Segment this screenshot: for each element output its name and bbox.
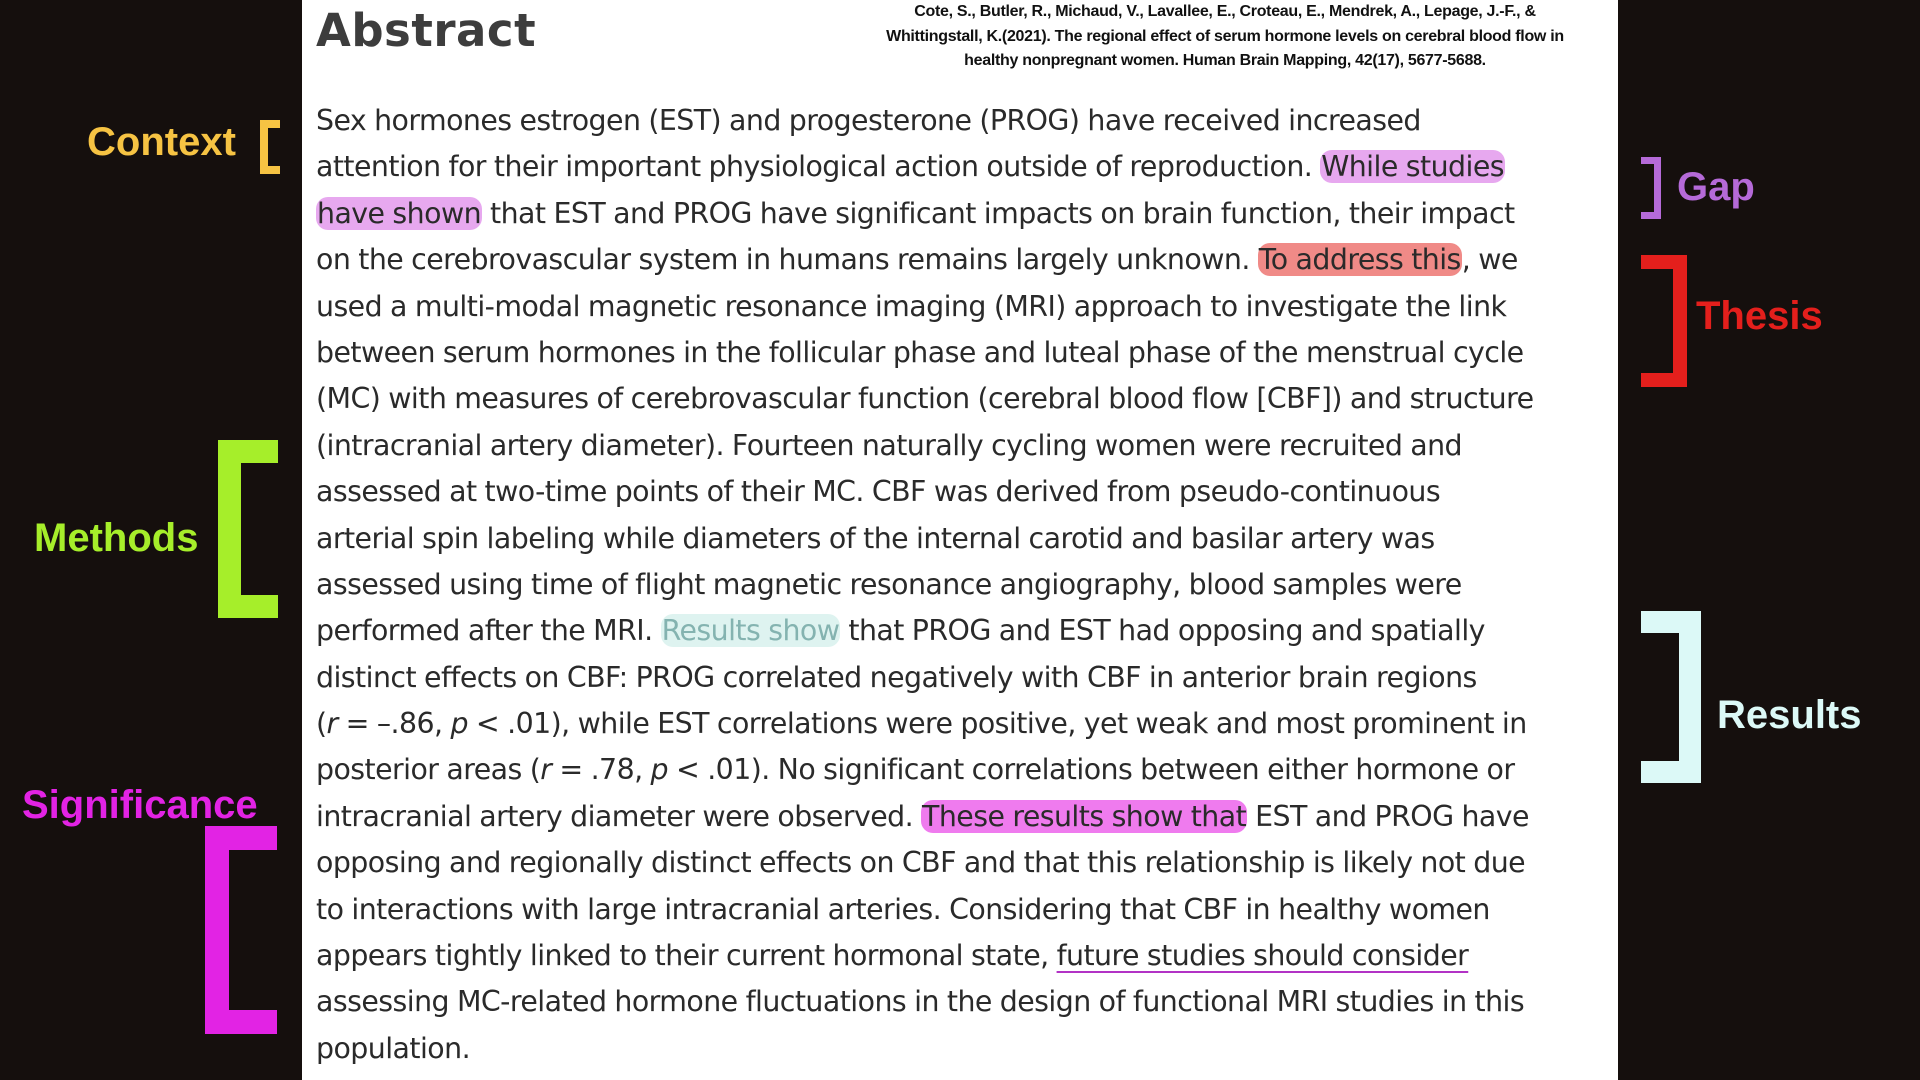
gap-bracket [1641,157,1661,219]
text-segment: posterior areas ( [316,753,541,787]
text-segment: between serum hormones in the follicular phase and luteal phase of the menstrual cycle [316,335,1524,369]
abstract-line [316,330,1626,376]
citation-line: Whittingstall, K.(2021). The regional effect of serum hormone levels on cerebral blood flow in [886,27,1564,45]
abstract-line [316,701,1626,747]
abstract-line [316,1026,1626,1072]
abstract-line [316,376,1626,422]
significance-highlight: These results show that [922,799,1247,833]
abstract-line [316,887,1626,933]
text-segment: = –.86, [337,707,451,741]
abstract-line [316,655,1626,701]
context-label: Context [87,120,236,164]
abstract-line [316,237,1626,283]
abstract-line [316,516,1626,562]
gap-label: Gap [1677,165,1755,209]
results-highlight: Results show [661,614,840,648]
text-segment: < .01). No significant correlations between either hormone or [668,753,1515,787]
thesis-label: Thesis [1696,294,1823,338]
thesis-bracket [1641,255,1687,387]
citation [832,0,1618,74]
text-segment: used a multi-modal magnetic resonance imaging (MRI) approach to investigate the link [316,289,1507,323]
abstract-line [316,608,1626,654]
italic-symbol: r [326,707,338,741]
gap-highlight: While studies [1321,150,1504,184]
text-segment: assessing MC-related hormone fluctuations in the design of functional MRI studies in this [316,985,1525,1019]
citation-line: Cote, S., Butler, R., Michaud, V., Lavallee, E., Croteau, E., Mendrek, A., Lepage, J.-F., & [914,3,1536,20]
text-segment: intracranial artery diameter were observed. [316,799,922,833]
methods-label: Methods [34,516,199,560]
text-segment: Sex hormones estrogen (EST) and progesterone (PROG) have received increased [316,104,1421,137]
abstract-line [316,979,1626,1025]
text-segment: < .01), while EST correlations were positive, yet weak and most prominent in [467,707,1527,741]
text-segment: assessed at two-time points of their MC. CBF was derived from pseudo-continuous [316,475,1441,509]
abstract-line [316,794,1626,840]
text-segment: (intracranial artery diameter). Fourteen naturally cycling women were recruited and [316,428,1463,462]
abstract-line [316,747,1626,793]
abstract-line [316,144,1626,190]
text-segment: that PROG and EST had opposing and spatially [840,614,1485,648]
italic-symbol: p [450,707,468,741]
text-segment: arterial spin labeling while diameters of the internal carotid and basilar artery was [316,521,1435,555]
text-segment: attention for their important physiological action outside of reproduction. [316,150,1321,184]
italic-symbol: p [650,753,669,787]
text-segment: on the cerebrovascular system in humans remains largely unknown. [316,243,1258,277]
text-segment: appears tightly linked to their current hormonal state, [316,939,1057,973]
context-bracket [260,120,280,174]
text-segment: to interactions with large intracranial arteries. Considering that CBF in healthy women [316,892,1490,926]
text-segment: that EST and PROG have significant impacts on brain function, their impact [482,196,1515,230]
abstract-line [316,191,1626,237]
abstract-line [316,423,1626,469]
methods-bracket [218,440,278,618]
abstract-line [316,840,1626,886]
text-segment: population. [316,1031,471,1065]
text-segment: = .78, [551,753,651,787]
text-segment: , we [1461,243,1518,277]
significance-label: Significance [22,783,258,827]
abstract-line [316,469,1626,515]
abstract-line [316,98,1626,144]
abstract-line [316,933,1626,979]
text-segment: (MC) with measures of cerebrovascular function (cerebral blood flow [CBF]) and structure [316,382,1534,416]
abstract-body [316,98,1626,1072]
text-segment: assessed using time of flight magnetic resonance angiography, blood samples were [316,567,1462,601]
abstract-heading: Abstract [316,4,537,57]
thesis-highlight: To address this [1258,243,1461,277]
results-bracket [1641,611,1701,783]
results-label: Results [1717,693,1862,737]
gap-highlight: have shown [317,196,482,230]
abstract-line [316,562,1626,608]
significance-bracket [205,826,277,1034]
significance-underline: future studies should consider [1056,939,1469,973]
text-segment: performed after the MRI. [316,614,661,648]
text-segment: ( [316,707,327,741]
abstract-paper [302,0,1618,1080]
citation-line: healthy nonpregnant women. Human Brain Mapping, 42(17), 5677-5688. [964,52,1486,69]
italic-symbol: r [540,753,552,787]
text-segment: opposing and regionally distinct effects on CBF and that this relationship is likely not due [316,846,1526,880]
text-segment: EST and PROG have [1247,799,1529,833]
abstract-line [316,284,1626,330]
text-segment: distinct effects on CBF: PROG correlated negatively with CBF in anterior brain regions [316,660,1477,694]
